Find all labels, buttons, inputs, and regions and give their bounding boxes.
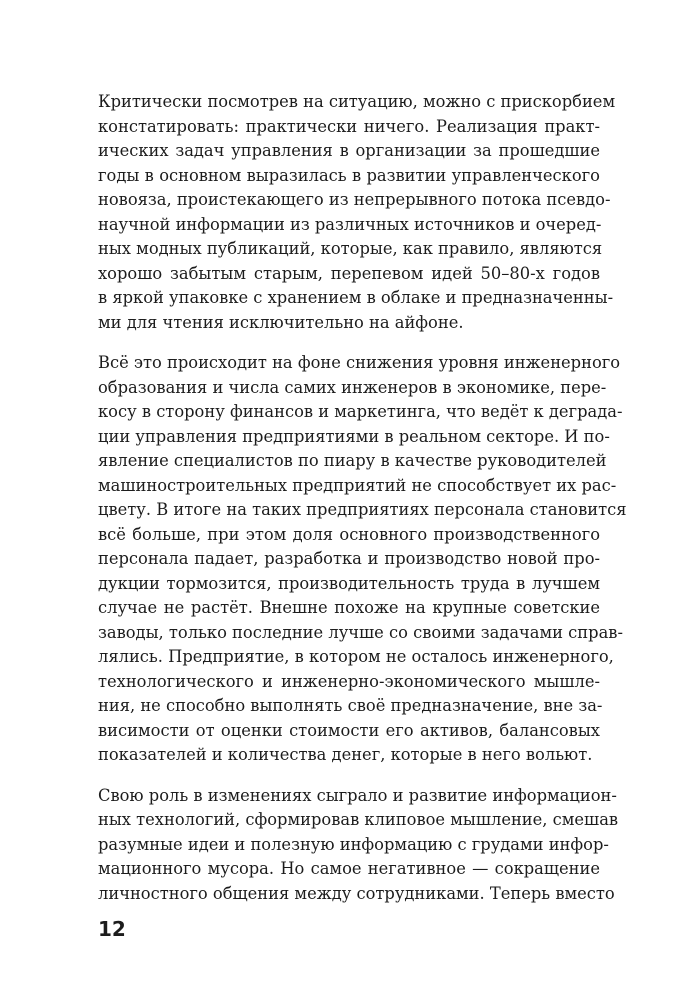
text-line: косу в сторону финансов и маркетинга, что ведёт к деграда- — [98, 402, 623, 421]
paragraph-1 — [98, 90, 616, 335]
text-line: Критически посмотрев на ситуацию, можно с прискорбием — [98, 92, 616, 111]
text-line: ми для чтения исключительно на айфоне. — [98, 312, 464, 332]
paragraph-3 — [98, 784, 619, 907]
text-line: ния, не способно выполнять своё предназначение, вне за- — [98, 696, 603, 715]
text-line: хорошо забытым старым, перепевом идей 50–80-х годов — [98, 263, 600, 283]
text-line: ных модных публикаций, которые, как правило, являются — [98, 239, 603, 258]
text-line: показателей и количества денег, которые в него вольют. — [98, 745, 593, 764]
text-line: всё больше, при этом доля основного производственного — [98, 524, 600, 544]
text-line: машиностроительных предприятий не способствует их рас- — [98, 475, 617, 495]
text-line: ических задач управления в организации за прошедшие — [98, 141, 600, 160]
text-line: новояза, проистекающего из непрерывного потока псевдо- — [98, 190, 611, 209]
text-line: Свою роль в изменениях сыграло и развитие информацион- — [98, 785, 617, 805]
text-line: лялись. Предприятие, в котором не осталось инженерного, — [98, 647, 614, 666]
text-line: технологического и инженерно-экономического мышле- — [98, 671, 600, 691]
text-line: персонала падает, разработка и производство новой про- — [98, 549, 600, 568]
text-line: явление специалистов по пиару в качестве руководителей — [98, 451, 607, 470]
text-line: мационного мусора. Но самое негативное — сокращение — [98, 859, 600, 878]
text-line: висимости от оценки стоимости его активов, балансовых — [98, 720, 600, 740]
text-line: Всё это происходит на фоне снижения уровня инженерного — [98, 353, 621, 372]
text-line: дукции тормозится, производительность труда в лучшем — [98, 573, 600, 593]
text-line: разумные идеи и полезную информацию с грудами инфор- — [98, 834, 609, 854]
text-line: образования и числа самих инженеров в экономике, пере- — [98, 377, 607, 397]
text-line: личностного общения между сотрудниками. Теперь вместо — [98, 883, 615, 903]
text-line: заводы, только последние лучше со своими задачами справ- — [98, 622, 623, 642]
text-line: ции управления предприятиями в реальном секторе. И по- — [98, 426, 610, 446]
text-line: в яркой упаковке с хранением в облаке и предназначенны- — [98, 288, 614, 307]
text-line: ных технологий, сформировав клиповое мышление, смешав — [98, 810, 619, 829]
text-line: годы в основном выразилась в развитии управленческого — [98, 165, 600, 185]
body-text — [98, 90, 627, 922]
page-number: 12 — [98, 917, 126, 941]
text-line: цвету. В итоге на таких предприятиях персонала становится — [98, 500, 627, 519]
text-line: констатировать: практически ничего. Реализация практ- — [98, 116, 600, 136]
text-line: научной информации из различных источников и очеред- — [98, 214, 602, 234]
text-line: случае не растёт. Внешне похоже на крупные советские — [98, 598, 600, 617]
paragraph-2 — [98, 351, 627, 768]
